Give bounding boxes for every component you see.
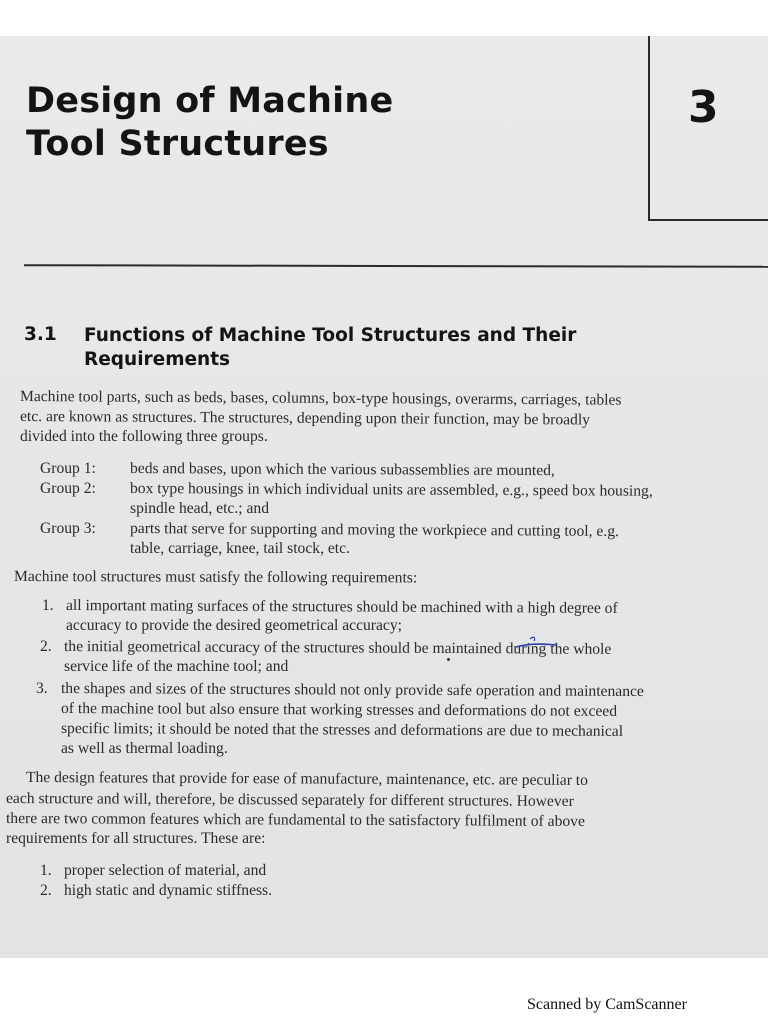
scanner-watermark: Scanned by CamScanner — [527, 996, 687, 1013]
chapter-number: 3 — [688, 82, 719, 133]
chapter-number-box — [648, 36, 768, 221]
requirement-text: service life of the machine tool; and — [64, 658, 289, 675]
section-title — [84, 324, 724, 372]
requirement-number: 1. — [42, 597, 54, 614]
intro-line: etc. are known as structures. The structures, depending upon their function, may be broadly — [19, 408, 591, 429]
chapter-title-line-1: Design of Machine — [26, 81, 394, 121]
section-title-line-1: Functions of Machine Tool Structures and Their — [84, 325, 577, 346]
feature-number: 2. — [40, 882, 52, 899]
paragraph-line: requirements for all structures. These are: — [6, 830, 266, 847]
feature-text: proper selection of material, and — [64, 862, 267, 879]
title-divider — [24, 264, 768, 268]
requirement-text: all important mating surfaces of the structures should be machined with a high degree of — [65, 597, 618, 617]
requirement-text: specific limits; it should be noted that the stresses and deformations are due to mechanical — [60, 720, 624, 740]
book-page — [0, 36, 768, 958]
requirement-number: 2. — [40, 638, 52, 655]
feature-number: 1. — [40, 862, 52, 879]
group-label: Group 3: — [40, 520, 96, 537]
requirement-text: accuracy to provide the desired geometrical accuracy; — [66, 617, 402, 634]
requirement-number: 3. — [36, 680, 48, 697]
intro-line: divided into the following three groups. — [20, 428, 268, 445]
requirement-text: of the machine tool but also ensure that working stresses and deformations do not exceed — [60, 700, 618, 720]
group-label: Group 2: — [40, 480, 96, 497]
ink-dot — [447, 658, 450, 661]
requirement-text: the shapes and sizes of the structures should not only provide safe operation and maintenance — [60, 680, 644, 701]
paragraph-line: The design features that provide for ease of manufacture, maintenance, etc. are peculiar to — [25, 769, 589, 789]
group-text: table, carriage, knee, tail stock, etc. — [130, 540, 350, 557]
requirement-text: the initial geometrical accuracy of the structures should be maintained during the whole — [63, 638, 612, 658]
group-text: beds and bases, upon which the various subassemblies are mounted, — [129, 460, 555, 480]
group-label: Group 1: — [40, 460, 96, 477]
section-title-line-2: Requirements — [84, 349, 231, 370]
section-number: 3.1 — [24, 324, 57, 345]
pen-strike-mark — [514, 633, 558, 655]
group-text: box type housings in which individual units are assembled, e.g., speed box housing, — [129, 480, 653, 500]
paragraph-line: there are two common features which are fundamental to the satisfactory fulfilment of above — [5, 810, 585, 831]
intro-line: Machine tool parts, such as beds, bases, columns, box-type housings, overarms, carriages, tables — [19, 388, 622, 409]
paragraph-line: each structure and will, therefore, be discussed separately for different structures. However — [5, 790, 574, 810]
chapter-title-line-2: Tool Structures — [26, 124, 329, 164]
requirements-intro: Machine tool structures must satisfy the following requirements: — [13, 568, 418, 587]
group-text: spindle head, etc.; and — [130, 500, 269, 517]
feature-text: high static and dynamic stiffness. — [64, 882, 273, 899]
chapter-title — [26, 80, 393, 166]
requirement-text: as well as thermal loading. — [61, 740, 228, 757]
group-text: parts that serve for supporting and moving the workpiece and cutting tool, e.g. — [129, 520, 619, 540]
